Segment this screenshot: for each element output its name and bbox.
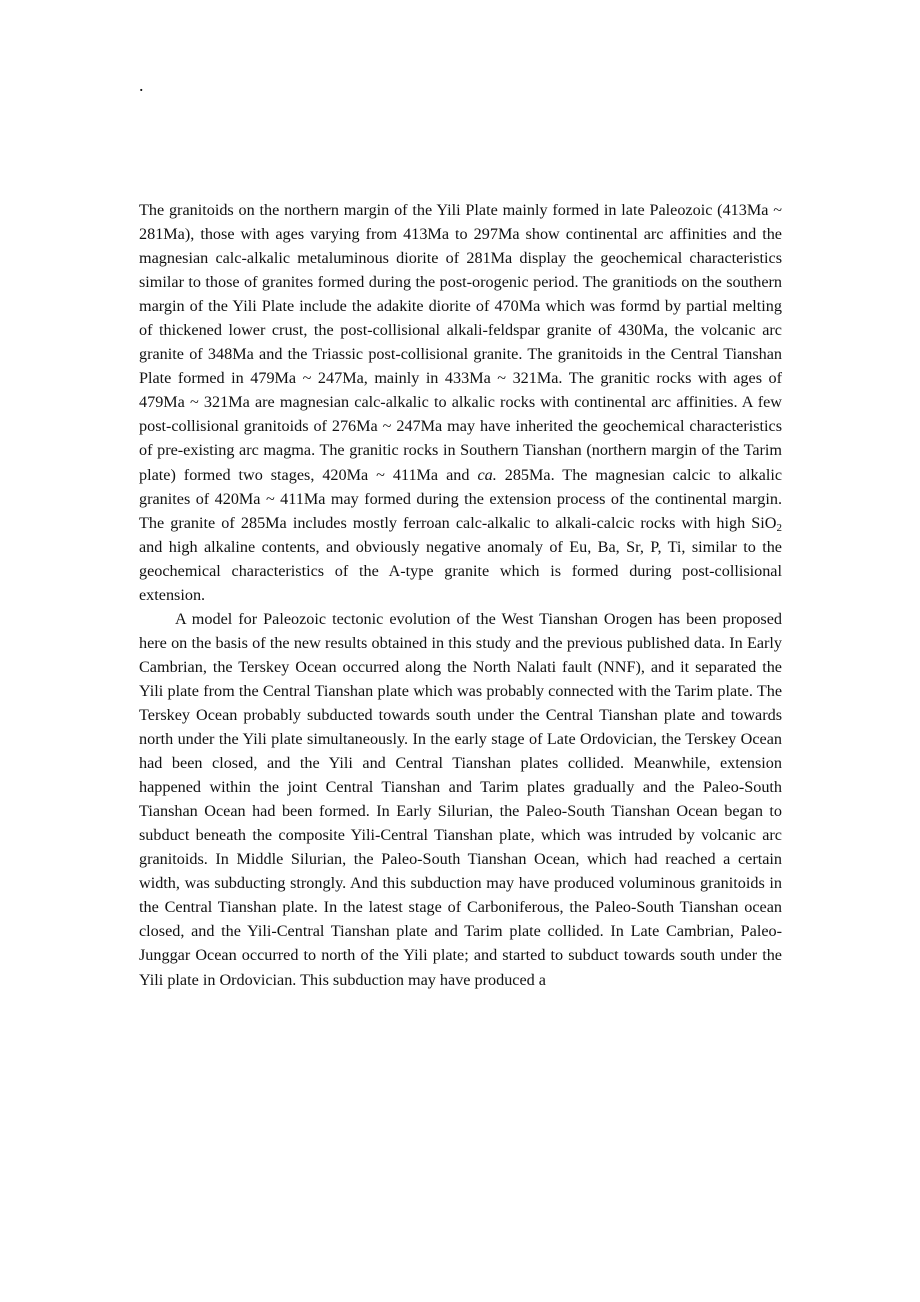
paragraph-granitoids-text-3: and high alkaline contents, and obviously negative anomaly of Eu, Ba, Sr, P, Ti, similar to the geochemical characteristics of the A-type granite which is formed during post-collisional extension. [139, 537, 782, 604]
ca-abbreviation: ca. [477, 465, 497, 484]
paragraph-tectonic-model: A model for Paleozoic tectonic evolution of the West Tianshan Orogen has been proposed here on the basis of the new results obtained in this study and the previous published data. In Early Cambrian, the Terskey Ocean occurred along the North Nalati fault (NNF), and it separated the Yili plate from the Central Tianshan plate which was probably connected with the Tarim plate. The Terskey Ocean probably subducted towards south under the Central Tianshan plate and towards north under the Yili plate simultaneously. In the early stage of Late Ordovician, the Terskey Ocean had been closed, and the Yili and Central Tianshan plates collided. Meanwhile, extension happened within the joint Central Tianshan and Tarim plates gradually and the Paleo-South Tianshan Ocean had been formed. In Early Silurian, the Paleo-South Tianshan Ocean began to subduct beneath the composite Yili-Central Tianshan plate, which was intruded by volcanic arc granitoids. In Middle Silurian, the Paleo-South Tianshan Ocean, which had reached a certain width, was subducting strongly. And this subduction may have produced voluminous granitoids in the Central Tianshan plate. In the latest stage of Carboniferous, the Paleo-South Tianshan ocean closed, and the Yili-Central Tianshan plate and Tarim plate collided. In Late Cambrian, Paleo-Junggar Ocean occurred to north of the Yili plate; and started to subduct towards south under the Yili plate in Ordovician. This subduction may have produced a [139, 609, 782, 989]
paragraph-granitoids-text-2: 285Ma. The magnesian calcic to alkalic granites of 420Ma ~ 411Ma may formed during the extension process of the continental margin. The granite of 285Ma includes mostly ferroan calc-alkalic to alkali-calcic rocks with high SiO [139, 465, 783, 532]
subscript-two: 2 [776, 521, 782, 534]
document-body [139, 198, 782, 992]
header-dot: . [139, 75, 144, 95]
paragraph-granitoids [139, 198, 782, 607]
paragraph-granitoids-text-1: The granitoids on the northern margin of the Yili Plate mainly formed in late Paleozoic (413Ma ~ 281Ma), those with ages varying from 413Ma to 297Ma show continental arc affinities and the magnesian calc-alkalic metaluminous diorite of 281Ma display the geochemical characteristics similar to those of granites formed during the post-orogenic period. The granitiods on the southern margin of the Yili Plate include the adakite diorite of 470Ma which was formd by partial melting of thickened lower crust, the post-collisional alkali-feldspar granite of 430Ma, the volcanic arc granite of 348Ma and the Triassic post-collisional granite. The granitoids in the Central Tianshan Plate formed in 479Ma ~ 247Ma, mainly in 433Ma ~ 321Ma. The granitic rocks with ages of 479Ma ~ 321Ma are magnesian calc-alkalic to alkalic rocks with continental arc affinities. A few post-collisional granitoids of 276Ma ~ 247Ma may have inherited the geochemical characteristics of pre-existing arc magma. The granitic rocks in Southern Tianshan (northern margin of the Tarim plate) formed two stages, 420Ma ~ 411Ma and [139, 201, 782, 484]
